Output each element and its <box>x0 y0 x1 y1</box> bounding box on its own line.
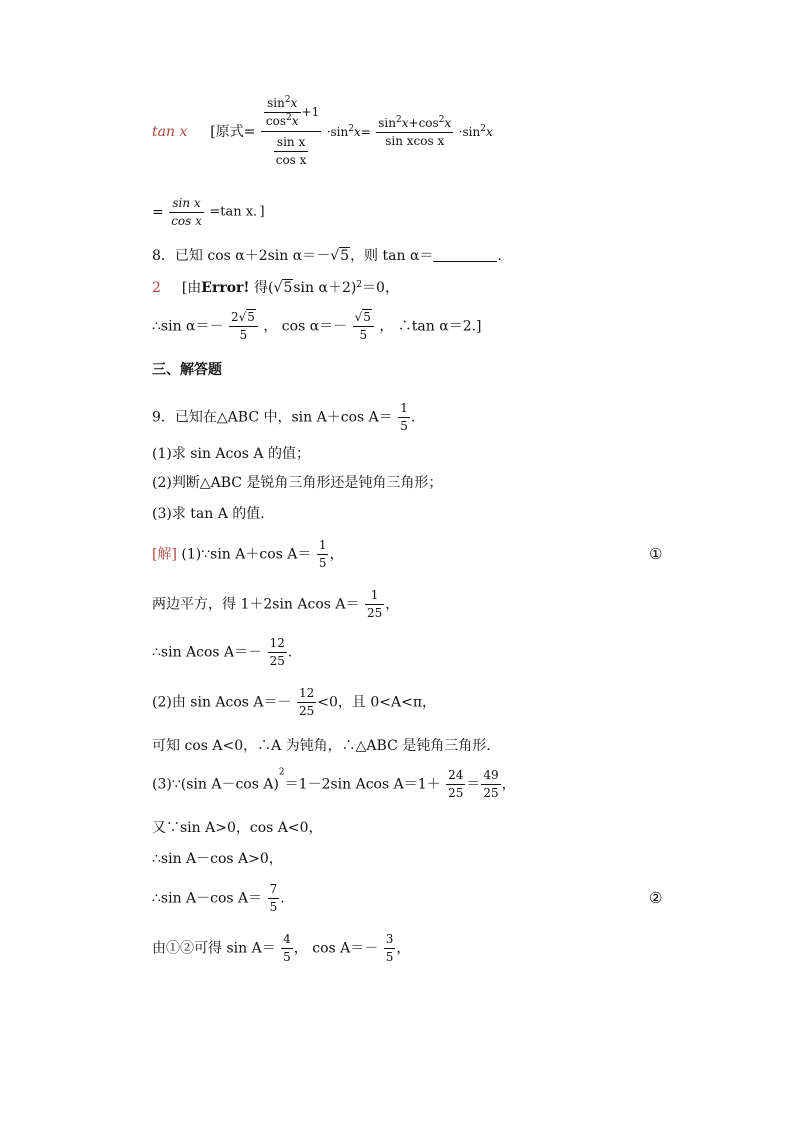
q9-s10-a: 由①②可得 sin A＝ <box>152 940 276 957</box>
q9-s10-end: ， <box>396 940 411 957</box>
q9-stem-fraction <box>398 401 410 434</box>
q8-solution-line-2 <box>152 310 482 343</box>
q9-stem-den: 5 <box>400 419 408 433</box>
q9-s2-num: 1 <box>365 588 384 605</box>
q7-fraction-2: $\frac{\sin^2x+\cos^2x}{\text{sin xcos x}}$ <box>378 114 452 148</box>
q9-s6-num-2: 49 <box>481 768 500 785</box>
q7-line2-tail: =tan x．] <box>209 204 265 220</box>
q7-lower-den: cos x <box>275 153 307 167</box>
equation-marker-1: ① <box>649 545 663 563</box>
q7-compound-fraction <box>261 96 321 168</box>
q9-s4-a: (2)由 sin Acos A＝－ <box>152 694 292 711</box>
q9-stem <box>152 401 415 434</box>
q7-inner-den-text: cos <box>265 114 287 128</box>
q7-solution-line-2 <box>152 196 265 229</box>
q9-s6-eq: ＝ <box>466 776 481 793</box>
q8-sol2-a: ∴sin α＝－ <box>152 318 224 335</box>
q7-line2-num: sin x <box>169 196 204 213</box>
q9-s6-den: 25 <box>448 786 464 800</box>
q7-open: [原式= <box>210 124 256 140</box>
q9-sol-line-10 <box>152 932 410 965</box>
q9-sol-line-8: ∴sin A－cos A>0， <box>152 851 283 867</box>
q9-stem-num: 1 <box>398 401 410 418</box>
q9-sol-line-9 <box>152 882 285 915</box>
q9-s1-num: 1 <box>317 538 329 555</box>
q8-stem: 8．已知 cos α＋2sin α＝－√5，则 tan α＝ . <box>152 248 502 264</box>
q9-part-2: (2)判断△ABC 是锐角三角形还是钝角三角形； <box>152 475 443 491</box>
q8-sol2-c: ， ∴tan α＝2.] <box>379 318 482 335</box>
q9-sol-line-7: 又∵sin A>0，cos A<0， <box>152 820 323 836</box>
section-heading: 三、解答题 <box>152 362 222 378</box>
q8-solution-line-1: 2 [由Error! 得(√5sin α＋2)$^2$＝0， <box>152 280 399 296</box>
q8-sol1-d: ＝0， <box>362 280 399 296</box>
q9-sol-line-3 <box>152 636 292 669</box>
q9-s2-fraction <box>365 588 384 621</box>
q8-radicand: 5 <box>340 248 350 264</box>
q9-s9-fraction <box>268 882 280 915</box>
q8-sol2-fraction-2: $\frac{√5}{5}$ <box>353 310 374 343</box>
q7-answer: tan x <box>152 124 188 140</box>
q9-s10-den-2: 5 <box>385 950 394 964</box>
q8-sol2-den-2: 5 <box>359 328 368 342</box>
q9-s6-den-2: 25 <box>483 786 499 800</box>
q9-s6-a: (3)∵(sin A－cos A) <box>152 776 279 793</box>
q9-sol-line-2 <box>152 588 399 621</box>
q9-stem-end: . <box>410 409 416 426</box>
q9-s10-fraction-1 <box>281 932 293 965</box>
q9-s3-end: . <box>287 644 293 661</box>
q7-mult-a: ·sin <box>326 125 349 139</box>
q7-solution-line-1: tan x [原式= $\frac{\sin^2x}{\cos^2x}$ +1 $\frac{\text{sin x}}{\text{cos x}}$ $\cdot\sin^2x=$ $\frac{\sin^2x+\cos^2x}{\text{sin xcos x}}$ $\cdot\sin^2x$ <box>152 95 493 167</box>
q9-s2-den: 25 <box>366 606 383 620</box>
q9-s1-end: ， <box>329 546 344 563</box>
q9-s1-a: (1)∵sin A＋cos A＝ <box>181 546 312 563</box>
q9-s2-end: ， <box>385 596 400 613</box>
q9-s6-b: ＝1－2sin Acos A＝1＋ <box>284 776 441 793</box>
q7-frac2-num: sin <box>378 115 396 130</box>
q9-part-1: (1)求 sin Acos A 的值； <box>152 446 310 462</box>
q9-s9-a: ∴sin A－cos A＝ <box>152 890 263 907</box>
q9-s9-num: 7 <box>268 882 280 899</box>
q8-stem-b: ，则 tan α＝ <box>350 248 434 264</box>
q9-sol-line-1 <box>152 538 343 571</box>
q9-s3-fraction <box>268 636 287 669</box>
q7-line2-fraction <box>169 196 204 229</box>
q9-s3-a: ∴sin Acos A＝－ <box>152 644 263 661</box>
q9-s10-b: ， cos A＝－ <box>293 940 379 957</box>
q8-sol2-fraction-1: $\frac{2√5}{5}$ <box>229 310 258 343</box>
q8-sol1-b: 得( <box>249 280 274 296</box>
q8-sol2-den: 5 <box>239 328 248 342</box>
q9-sol-line-6: (3)∵(sin A－cos A)$^2$＝1－2sin Acos A＝1＋ $\frac{24}{25}$ ＝ $\frac{49}{25}$ ， <box>152 767 516 800</box>
q7-line2-eq: = <box>152 204 164 221</box>
q8-sol2-b: ， cos α＝－ <box>263 318 348 335</box>
q9-part-3: (3)求 tan A 的值. <box>152 506 265 522</box>
q9-s1-fraction <box>317 538 329 571</box>
q9-s6-fraction-1 <box>446 768 465 801</box>
q9-s4-den: 25 <box>299 704 315 718</box>
q9-sol-line-4 <box>152 686 436 719</box>
q9-s10-num-2: 3 <box>384 932 396 949</box>
equation-marker-2: ② <box>649 889 663 907</box>
q8-sol2-radicand: 5 <box>247 310 255 324</box>
q8-sol1-radicand: 5 <box>283 280 293 296</box>
q8-answer: 2 <box>152 280 161 296</box>
q9-s9-den: 5 <box>269 900 278 914</box>
q7-frac2-den: sin xcos x <box>385 133 445 148</box>
q9-sol-line-5: 可知 cos A<0，∴A 为钝角，∴△ABC 是钝角三角形. <box>152 738 491 754</box>
solution-label: [解] <box>152 546 177 563</box>
q8-stem-a: 8．已知 cos α＋2sin α＝－ <box>152 248 331 264</box>
q8-stem-end: . <box>497 248 502 264</box>
q9-s1-den: 5 <box>318 556 327 570</box>
q7-mult-b: ·sin <box>458 125 481 139</box>
q7-inner-fraction: $\frac{\sin^2x}{\cos^2x}$ <box>265 95 299 128</box>
q8-sol1-c: sin α＋2) <box>293 280 357 296</box>
q9-s10-num: 4 <box>281 932 293 949</box>
q9-s6-fraction-2 <box>481 768 500 801</box>
q9-s4-num: 12 <box>297 686 316 703</box>
q7-lower-fraction <box>274 135 309 168</box>
q7-inner-num-text: sin <box>267 96 285 110</box>
q7-plus-one: +1 <box>301 105 320 119</box>
q8-answer-blank <box>433 248 497 262</box>
q9-s6-num: 24 <box>446 768 465 785</box>
q9-s6-end: ， <box>501 776 516 793</box>
q9-s10-fraction-2 <box>384 932 396 965</box>
q8-error-text: Error! <box>201 280 250 296</box>
q9-s4-b: <0，且 0<A<π， <box>317 694 437 711</box>
q8-sol2-coef: 2 <box>230 310 239 324</box>
q9-s3-den: 25 <box>269 654 285 668</box>
q7-lower-num: sin x <box>274 135 309 152</box>
q9-s3-num: 12 <box>268 636 287 653</box>
q8-sol2-radicand-2: 5 <box>363 310 371 324</box>
q9-s9-end: . <box>280 890 285 907</box>
q9-s4-fraction <box>297 686 316 719</box>
q9-s2-a: 两边平方，得 1＋2sin Acos A＝ <box>152 596 360 613</box>
q8-sol1-a: [由 <box>181 280 202 296</box>
q7-eq: = <box>360 125 371 139</box>
q9-s10-den: 5 <box>283 950 291 964</box>
q7-frac2-plus: +cos <box>408 115 439 130</box>
q7-line2-den: cos x <box>171 214 202 228</box>
q9-stem-a: 9．已知在△ABC 中，sin A＋cos A＝ <box>152 409 393 426</box>
